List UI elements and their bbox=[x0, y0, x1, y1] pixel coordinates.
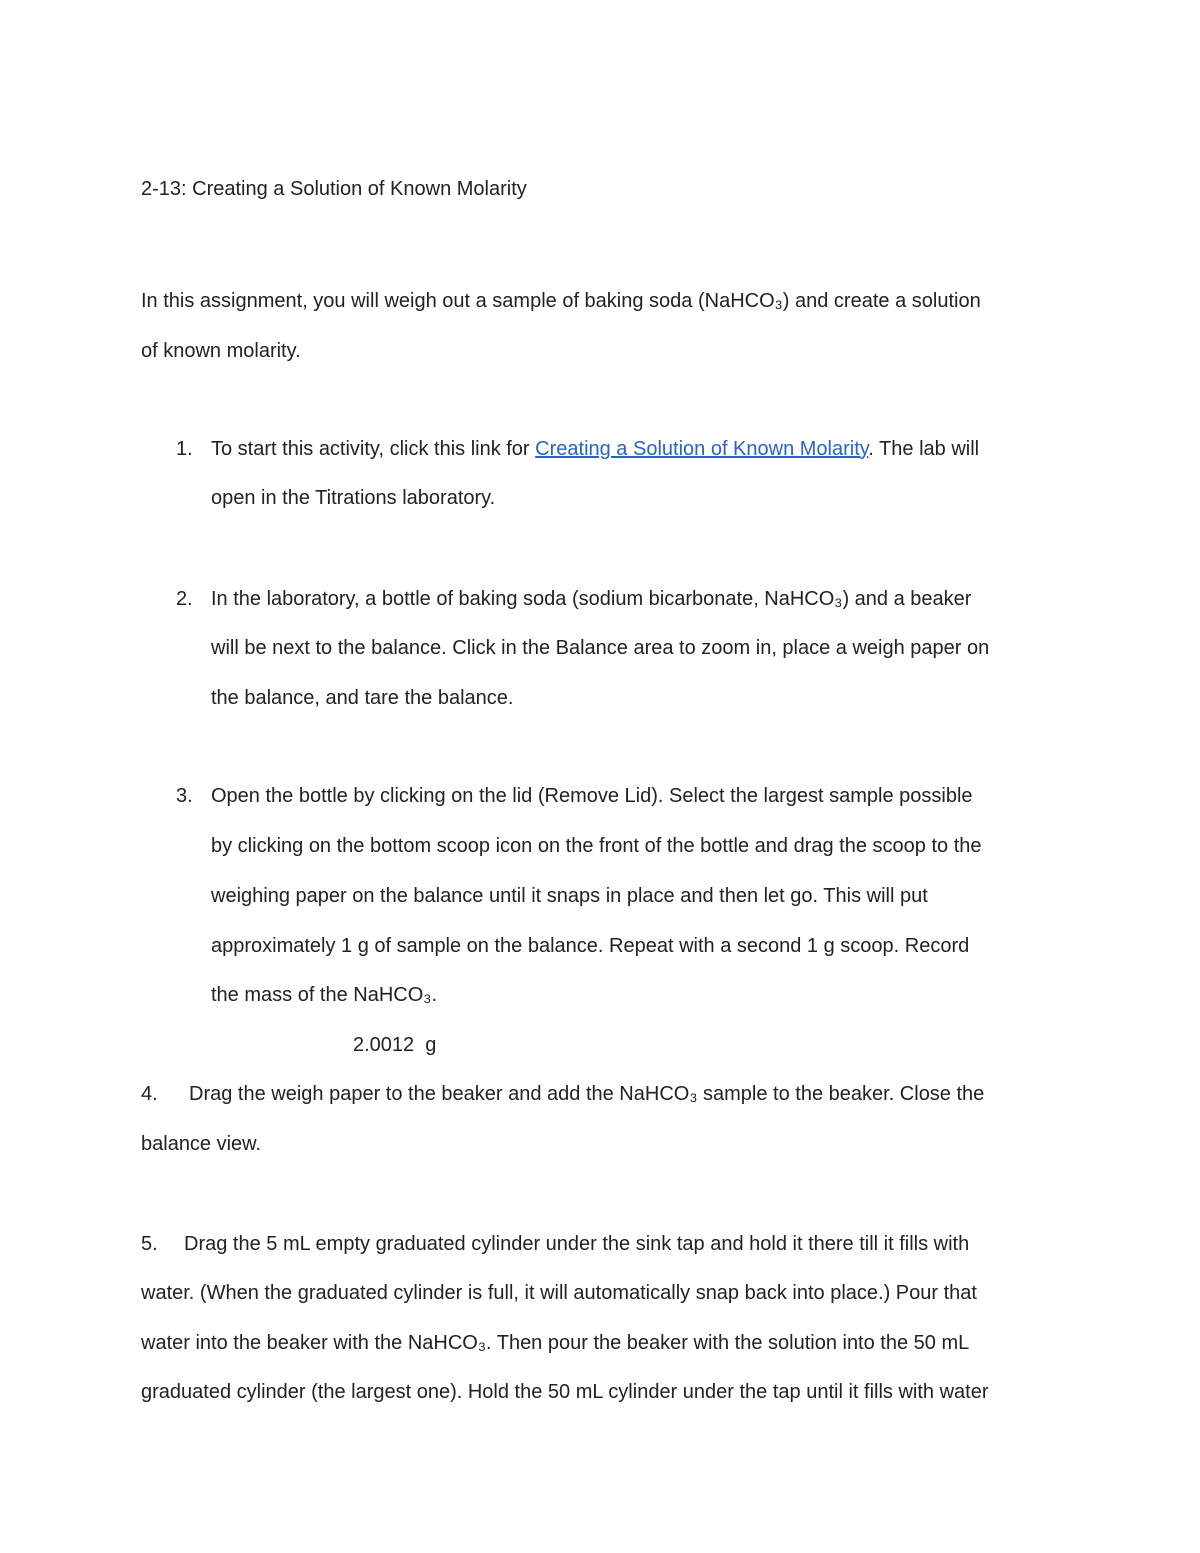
step-3-line-3: weighing paper on the balance until it snaps in place and then let go. This will put bbox=[211, 885, 928, 907]
document-title: 2-13: Creating a Solution of Known Molarity bbox=[141, 178, 527, 200]
step-2-line-1: In the laboratory, a bottle of baking soda (sodium bicarbonate, NaHCO₃) and a beaker bbox=[211, 588, 972, 610]
step-2-line-2: will be next to the balance. Click in the Balance area to zoom in, place a weigh paper on bbox=[211, 637, 990, 659]
mass-answer: 2.0012 g bbox=[353, 1034, 437, 1056]
step-4-number: 4. bbox=[141, 1083, 158, 1105]
step-1-line-2: open in the Titrations laboratory. bbox=[211, 487, 496, 509]
step-3-line-2: by clicking on the bottom scoop icon on the front of the bottle and drag the scoop to the bbox=[211, 835, 982, 857]
step-4-line-1: Drag the weigh paper to the beaker and add the NaHCO₃ sample to the beaker. Close the bbox=[189, 1083, 985, 1105]
step-4-line-2: balance view. bbox=[141, 1133, 262, 1155]
intro-line-2: of known molarity. bbox=[141, 340, 301, 362]
step-5-line-2: water. (When the graduated cylinder is full, it will automatically snap back into place.) Pour that bbox=[141, 1282, 977, 1304]
step-2-line-3: the balance, and tare the balance. bbox=[211, 687, 514, 709]
step-3-line-5: the mass of the NaHCO₃. bbox=[211, 984, 438, 1006]
step-2-number: 2. bbox=[176, 588, 193, 610]
intro-line-1: In this assignment, you will weigh out a sample of baking soda (NaHCO₃) and create a solution bbox=[141, 290, 981, 312]
step-5-number: 5. bbox=[141, 1233, 158, 1255]
step-3-line-4: approximately 1 g of sample on the balance. Repeat with a second 1 g scoop. Record bbox=[211, 935, 970, 957]
step-5-line-1: Drag the 5 mL empty graduated cylinder under the sink tap and hold it there till it fills with bbox=[184, 1233, 970, 1255]
step-3-line-1: Open the bottle by clicking on the lid (Remove Lid). Select the largest sample possible bbox=[211, 785, 973, 807]
step-1-line-1 bbox=[211, 437, 979, 461]
step-1-text-post: . The lab will bbox=[868, 438, 980, 460]
step-3-number: 3. bbox=[176, 785, 193, 807]
step-1-text-pre: To start this activity, click this link for bbox=[211, 438, 536, 460]
lab-link[interactable]: Creating a Solution of Known Molarity bbox=[535, 438, 869, 460]
step-1-number: 1. bbox=[176, 438, 193, 460]
step-5-line-4: graduated cylinder (the largest one). Hold the 50 mL cylinder under the tap until it fills with water bbox=[141, 1381, 989, 1403]
step-5-line-3: water into the beaker with the NaHCO₃. Then pour the beaker with the solution into the 50 mL bbox=[141, 1332, 970, 1354]
